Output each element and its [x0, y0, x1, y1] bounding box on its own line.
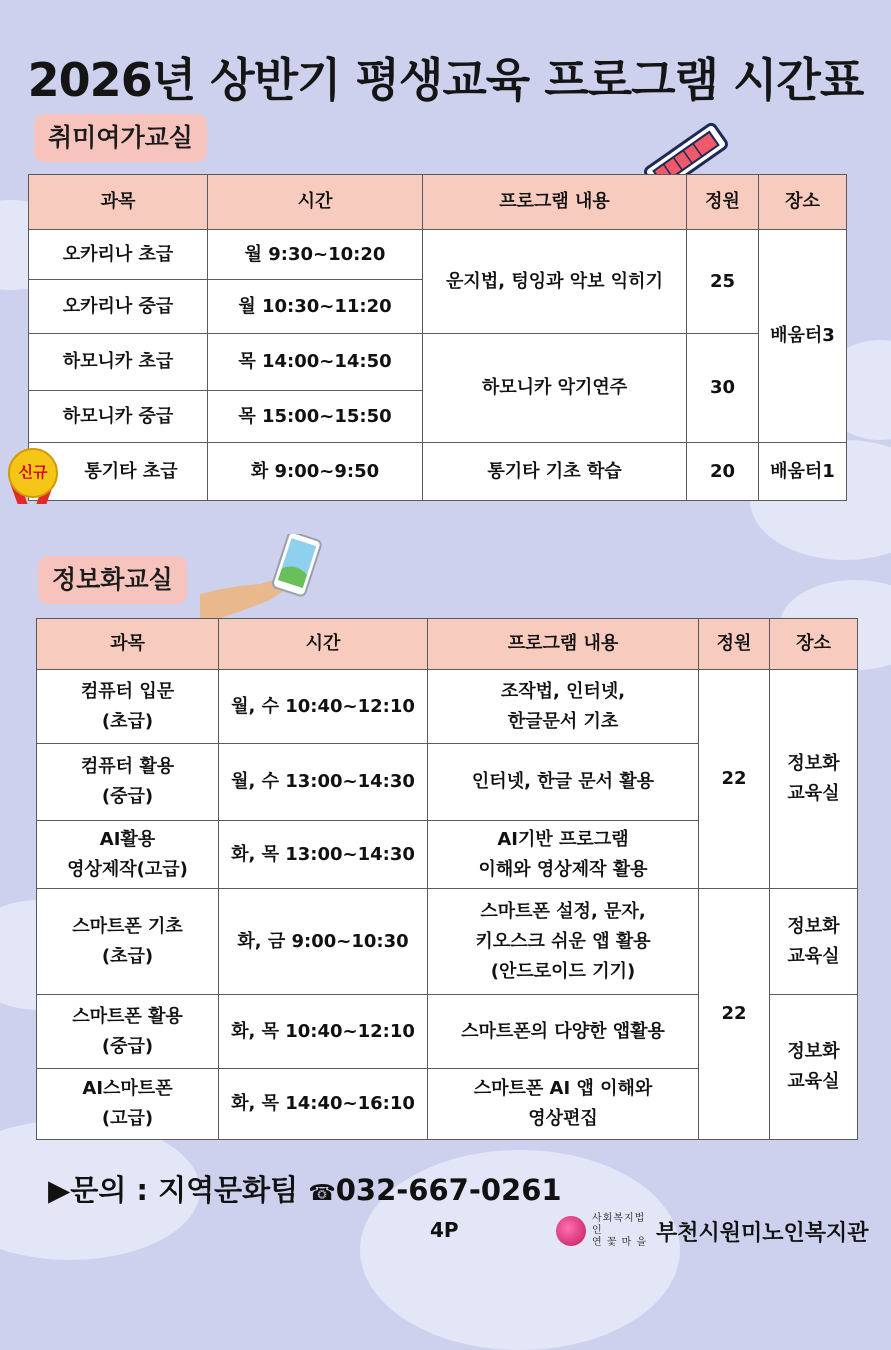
header-content: 프로그램 내용	[423, 175, 687, 230]
content-cell: 스마트폰 설정, 문자, 키오스크 쉬운 앱 활용 (안드로이드 기기)	[428, 889, 699, 995]
content-cell: 인터넷, 한글 문서 활용	[428, 744, 699, 821]
contact-label: ▶문의 : 지역문화팀	[48, 1173, 299, 1207]
table-row	[37, 889, 858, 995]
time-cell: 월 10:30~11:20	[208, 280, 423, 334]
table-row	[37, 670, 858, 744]
section-label-hobby: 취미여가교실	[34, 114, 207, 162]
new-badge: 신규	[8, 448, 58, 498]
subject-cell: 스마트폰 기초 (초급)	[37, 889, 219, 995]
header-subject: 과목	[37, 619, 219, 670]
place-cell: 정보화 교육실	[770, 889, 858, 995]
capacity-cell: 22	[699, 670, 770, 889]
section-label-it: 정보화교실	[38, 556, 187, 604]
contact-info	[48, 1168, 562, 1209]
capacity-cell: 20	[687, 443, 759, 501]
subject-cell: 하모니카 중급	[29, 391, 208, 443]
hobby-class-table	[28, 174, 847, 501]
content-cell: 스마트폰의 다양한 앱활용	[428, 995, 699, 1069]
subject-cell: 컴퓨터 활용 (중급)	[37, 744, 219, 821]
place-cell: 배움터1	[759, 443, 847, 501]
header-time: 시간	[219, 619, 428, 670]
subject-cell: AI활용 영상제작(고급)	[37, 821, 219, 889]
time-cell: 화, 목 14:40~16:10	[219, 1069, 428, 1140]
org-logo	[556, 1213, 869, 1249]
table-row	[29, 334, 847, 391]
time-cell: 화, 목 10:40~12:10	[219, 995, 428, 1069]
table-row	[29, 230, 847, 280]
place-cell: 배움터3	[759, 230, 847, 443]
content-cell: 통기타 기초 학습	[423, 443, 687, 501]
phone-number[interactable]: 032-667-0261	[335, 1173, 562, 1207]
content-cell: 조작법, 인터넷, 한글문서 기초	[428, 670, 699, 744]
phone-icon: ☎	[308, 1181, 336, 1206]
lotus-logo-icon	[556, 1216, 586, 1246]
header-time: 시간	[208, 175, 423, 230]
subject-cell: 스마트폰 활용 (중급)	[37, 995, 219, 1069]
content-cell: 스마트폰 AI 앱 이해와 영상편집	[428, 1069, 699, 1140]
smartphone-hand-icon	[200, 534, 326, 618]
content-cell: AI기반 프로그램 이해와 영상제작 활용	[428, 821, 699, 889]
subject-cell: AI스마트폰 (고급)	[37, 1069, 219, 1140]
header-subject: 과목	[29, 175, 208, 230]
place-cell: 정보화 교육실	[770, 995, 858, 1140]
org-small-text: 연 꽃 마 을	[592, 1237, 648, 1248]
subject-cell: 하모니카 초급	[29, 334, 208, 391]
header-capacity: 정원	[699, 619, 770, 670]
org-name: 부천시원미노인복지관	[656, 1220, 869, 1246]
time-cell: 월, 수 13:00~14:30	[219, 744, 428, 821]
time-cell: 월 9:30~10:20	[208, 230, 423, 280]
capacity-cell: 30	[687, 334, 759, 443]
content-cell: 운지법, 텅잉과 악보 익히기	[423, 230, 687, 334]
header-place: 장소	[759, 175, 847, 230]
subject-cell: 오카리나 중급	[29, 280, 208, 334]
subject-cell: 오카리나 초급	[29, 230, 208, 280]
time-cell: 목 14:00~14:50	[208, 334, 423, 391]
header-capacity: 정원	[687, 175, 759, 230]
page-number: 4P	[430, 1218, 459, 1242]
org-small-text: 사회복지법인	[592, 1213, 646, 1236]
page-title: 2026년 상반기 평생교육 프로그램 시간표	[27, 53, 864, 107]
time-cell: 화, 목 13:00~14:30	[219, 821, 428, 889]
capacity-cell: 22	[699, 889, 770, 1140]
time-cell: 화 9:00~9:50	[208, 443, 423, 501]
header-content: 프로그램 내용	[428, 619, 699, 670]
header-place: 장소	[770, 619, 858, 670]
capacity-cell: 25	[687, 230, 759, 334]
subject-cell: 컴퓨터 입문 (초급)	[37, 670, 219, 744]
subject-cell: 통기타 초급	[29, 443, 208, 501]
content-cell: 하모니카 악기연주	[423, 334, 687, 443]
time-cell: 월, 수 10:40~12:10	[219, 670, 428, 744]
table-row	[29, 443, 847, 501]
time-cell: 목 15:00~15:50	[208, 391, 423, 443]
it-class-table	[36, 618, 858, 1140]
place-cell: 정보화 교육실	[770, 670, 858, 889]
time-cell: 화, 금 9:00~10:30	[219, 889, 428, 995]
